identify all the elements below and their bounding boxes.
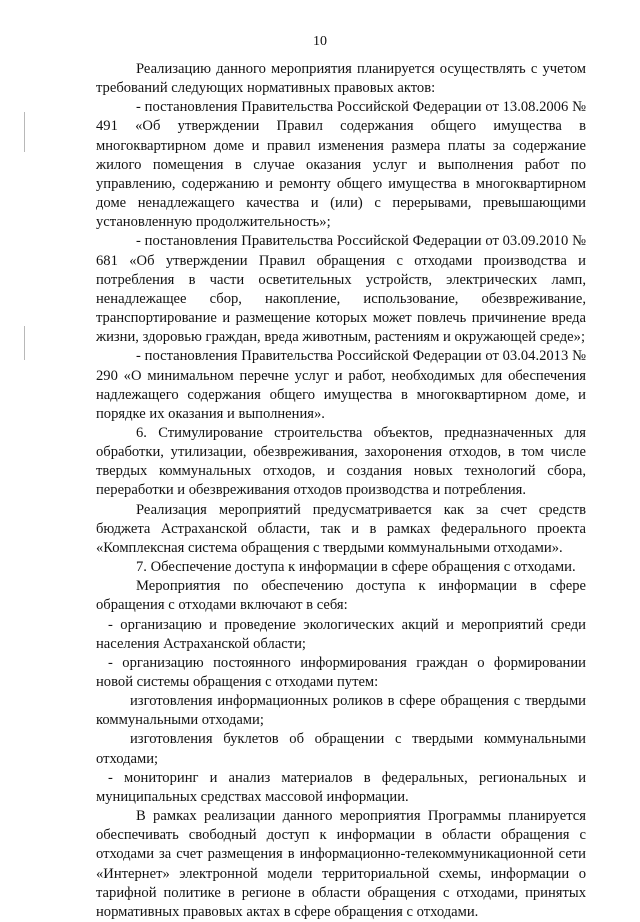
paragraph-decree-290: - постановления Правительства Российской Федерации от 03.04.2013 № 290 «О минимальном перечне услуг и работ, необходимых для обеспечения надлежащего содержания общего имущества в многоквартирном доме, и порядке их оказания и выполнения».	[96, 348, 586, 422]
list-item-informing: - организацию постоянного информирования граждан о формировании новой системы обращения с отходами путем:	[96, 654, 586, 690]
paragraph-funding: Реализация мероприятий предусматривается как за счет средств бюджета Астраханской области, так и в рамках федерального проекта «Комплексная система обращения с твердыми коммунальными отходами».	[96, 501, 586, 556]
paragraph-decree-491: - постановления Правительства Российской Федерации от 13.08.2006 № 491 «Об утверждении Правил содержания общего имущества в многоквартирном доме и правил изменения размера платы за содержание жилого помещения в случае оказания услуг и выполнения работ по управлению, содержанию и ремонту общего имущества в многоквартирном доме ненадлежащего качества и (или) с перерывами, превышающими установленную продолжительность»;	[96, 99, 586, 231]
list-item-videos: изготовления информационных роликов в сфере обращения с твердыми коммунальными отходами;	[96, 693, 586, 729]
paragraph-item-6: 6. Стимулирование строительства объектов, предназначенных для обработки, утилизации, обезвреживания, захоронения отходов, в том числе твердых коммунальных отходов, и создания новых технологий сбора, переработки и обезвреживания отходов производства и потребления.	[96, 424, 586, 499]
paragraph-measures: Мероприятия по обеспечению доступа к информации в сфере обращения с отходами включают в себя:	[96, 578, 586, 614]
paragraph-decree-681: - постановления Правительства Российской Федерации от 03.09.2010 № 681 «Об утверждении Правил обращения с отходами производства и потребления в части осветительных устройств, электрических ламп, ненадлежащее сбор, накопление, использование, обезвреживание, транспортирование и размещение которых может повлечь причинение вреда жизни, здоровью граждан, вреда животным, растениям и окружающей среде»;	[96, 233, 586, 346]
scan-margin-mark	[24, 112, 25, 152]
paragraph-free-access: В рамках реализации данного мероприятия Программы планируется обеспечивать свободный доступ к информации в области обращения с отходами за счет размещения в информационно-телекоммуникационной сети «Интернет» электронной модели территориальной схемы, информации о тарифной политике в регионе в области обращения с отходами, принятых нормативных правовых актах в сфере обращения с отходами.	[96, 808, 586, 920]
list-item-monitoring: - мониторинг и анализ материалов в федеральных, региональных и муниципальных средствах массовой информации.	[96, 769, 586, 805]
scan-margin-mark	[24, 326, 25, 360]
document-body	[96, 60, 586, 922]
paragraph-item-7: 7. Обеспечение доступа к информации в сфере обращения с отходами.	[136, 559, 576, 576]
page-number: 10	[313, 34, 327, 49]
list-item-eco-actions: - организацию и проведение экологических акций и мероприятий среди населения Астраханской области;	[96, 616, 586, 652]
list-item-booklets: изготовления буклетов об обращении с твердыми коммунальными отходами;	[96, 731, 586, 767]
paragraph-intro: Реализацию данного мероприятия планируется осуществлять с учетом требований следующих нормативных правовых актов:	[96, 61, 586, 97]
